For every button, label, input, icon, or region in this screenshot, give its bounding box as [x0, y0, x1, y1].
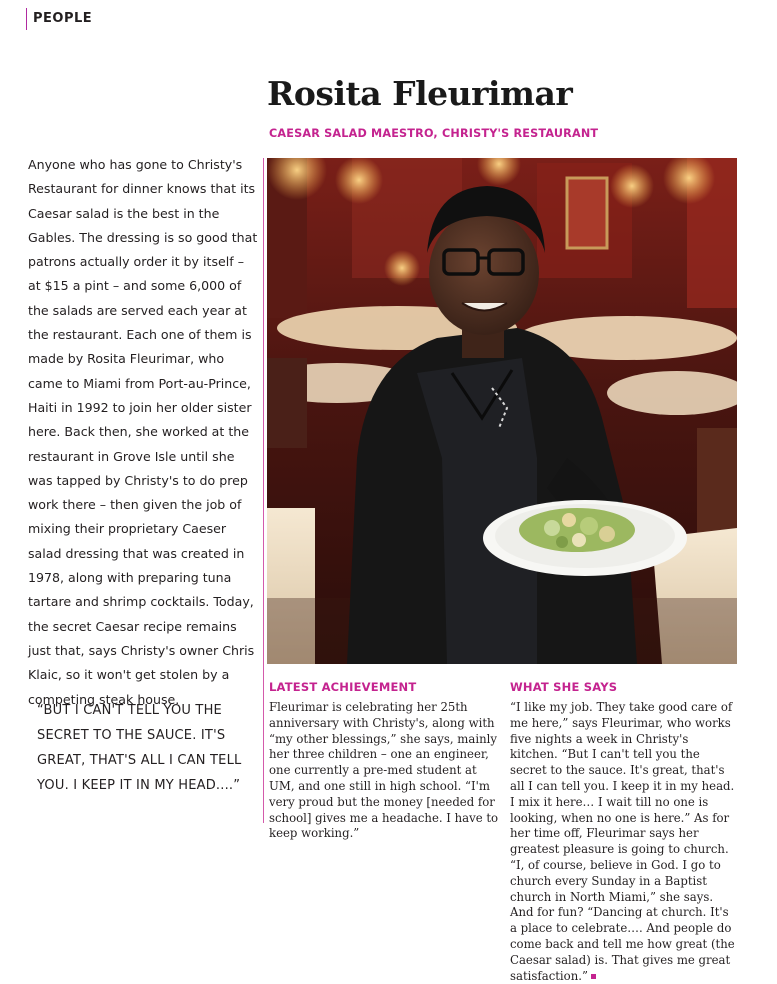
end-mark-icon: [591, 974, 596, 979]
latest-achievement-text: Fleurimar is celebrating her 25th anniversary with Christy's, along with “my other blessings,” she says, mainly her three children – one an engineer, one currently a pre-med student at UM, and one still in high school. “I'm very proud but the money [needed for school] gives me a headache. I have to keep working.”: [269, 700, 499, 841]
portrait-photo: [267, 158, 737, 664]
intro-text: Anyone who has gone to Christy's Restaurant for dinner knows that its Caesar salad is the best in the Gables. The dressing is so good that patrons actually order it by itself – at $15 a pint – and some 6,000 of the salads are served each year at the restaurant. Each one of them is made by Rosita Fleurimar, who came to Miami from Port-au-Prince, Haiti in 1992 to join her older sister here. Back then, she worked at the restaurant in Grove Isle until she was tapped by Christy's to do prep work there – then given the job of mixing their proprietary Caeser salad dressing that was created in 1978, along with preparing tuna tartare and shrimp cocktails. Today, the secret Caesar recipe remains just that, says Christy's owner Chris Klaic, so it won't get stolen by a competing steak house.: [28, 157, 258, 707]
what-she-says-container: [510, 700, 738, 984]
what-she-says-text: “I like my job. They take good care of me here,” says Fleurimar, who works five nights a week in Christy's kitchen. “But I can't tell you the secret to the sauce. It's great, that's all I can tell you. I keep it in my head. I mix it here… I wait till no one is looking, when no one is here.” As for her time off, Fleurimar says her greatest pleasure is going to church. “I, of course, believe in God. I go to church every Sunday in a Baptist church in North Miami,” she says. And for fun? “Dancing at church. It's a place to celebrate…. And people do come back and tell me how great (the Caesar salad) is. That gives me great satisfaction.”: [510, 700, 735, 983]
pull-quote: “BUT I CAN'T TELL YOU THE SECRET TO THE SAUCE. IT'S GREAT, THAT'S ALL I CAN TELL YOU. I KEEP IT IN MY HEAD....”: [37, 703, 242, 793]
section-label: PEOPLE: [26, 8, 92, 30]
article-title: Rosita Fleurimar: [267, 74, 573, 113]
what-she-says-heading: WHAT SHE SAYS: [510, 680, 618, 694]
latest-achievement-heading: LATEST ACHIEVEMENT: [269, 680, 417, 694]
column-divider: [263, 158, 264, 823]
article-subtitle: CAESAR SALAD MAESTRO, CHRISTY'S RESTAURANT: [269, 127, 599, 140]
